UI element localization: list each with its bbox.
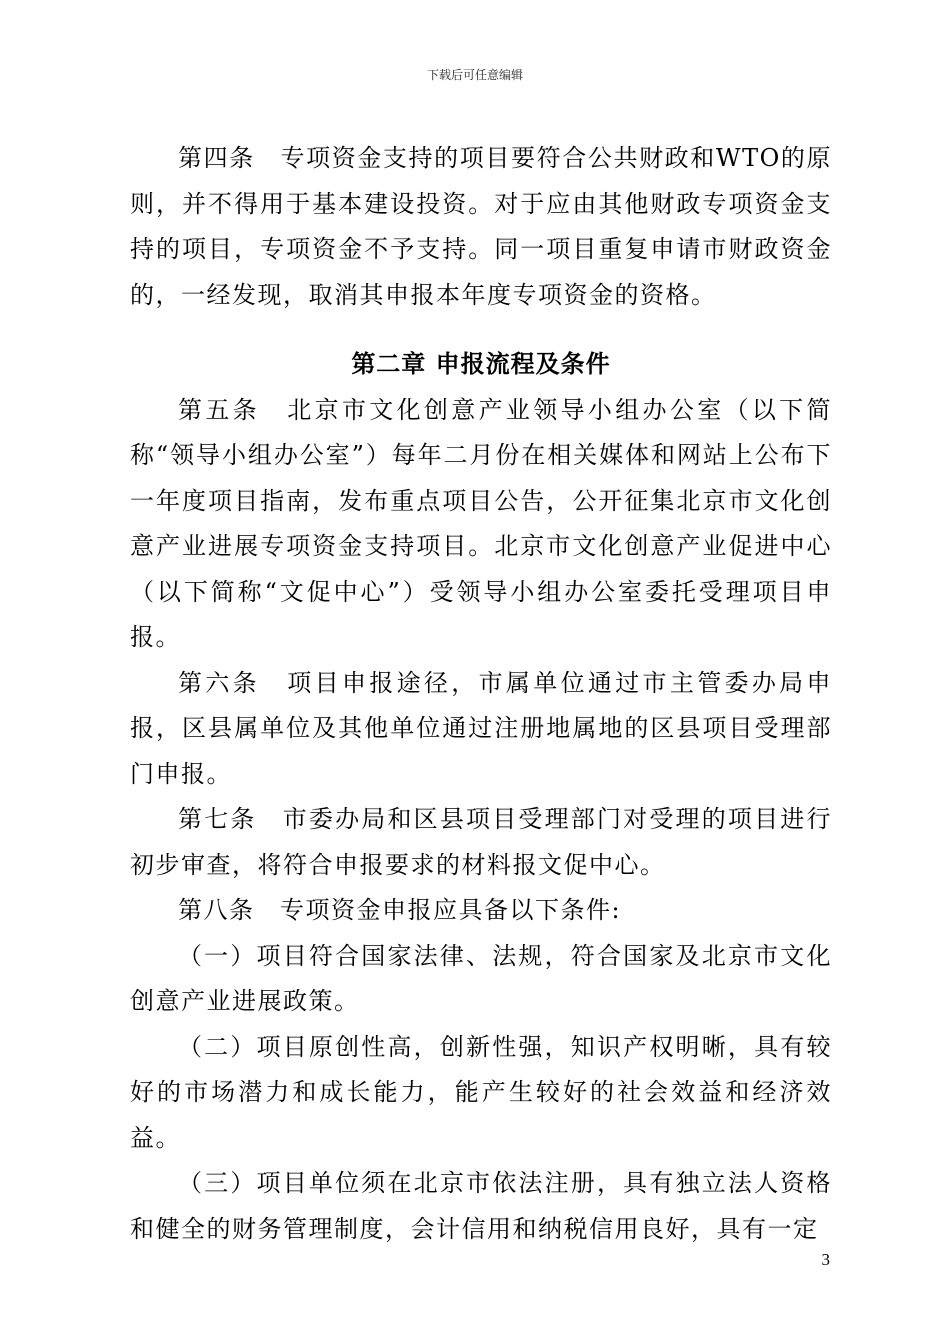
page-number: 3 [821, 1250, 830, 1269]
article-8-item-3: （三）项目单位须在北京市依法注册，具有独立法人资格和健全的财务管理制度，会计信用和纳税信用良好，具有一定 [130, 1169, 832, 1243]
article-7-paragraph: 第七条 市委办局和区县项目受理部门对受理的项目进行初步审查，将符合申报要求的材料报文促中心。 [130, 805, 832, 879]
header-note: 下载后可任意编辑 [426, 68, 523, 82]
chapter-2-title: 第二章 申报流程及条件 [351, 350, 611, 378]
article-6-paragraph: 第六条 项目申报途径，市属单位通过市主管委办局申报，区县属单位及其他单位通过注册地属地的区县项目受理部门申报。 [130, 668, 832, 788]
article-8-item-1: （一）项目符合国家法律、法规，符合国家及北京市文化创意产业进展政策。 [130, 941, 832, 1015]
article-8-item-2: （二）项目原创性高，创新性强，知识产权明晰，具有较好的市场潜力和成长能力，能产生较好的社会效益和经济效益。 [130, 1032, 832, 1152]
article-5-paragraph: 第五条 北京市文化创意产业领导小组办公室（以下简称“领导小组办公室”）每年二月份在相关媒体和网站上公布下一年度项目指南，发布重点项目公告，公开征集北京市文化创意产业进展专项资金支持项目。北京市文化创意产业促进中心（以下简称“文促中心”）受领导小组办公室委托受理项目申报。 [130, 395, 832, 651]
article-8-paragraph: 第八条 专项资金申报应具备以下条件: [178, 896, 622, 924]
document-body [130, 136, 832, 1252]
article-4-paragraph: 第四条 专项资金支持的项目要符合公共财政和WTO的原则，并不得用于基本建设投资。对于应由其他财政专项资金支持的项目，专项资金不予支持。同一项目重复申请市财政资金的，一经发现，取消其申报本年度专项资金的资格。 [130, 144, 832, 309]
